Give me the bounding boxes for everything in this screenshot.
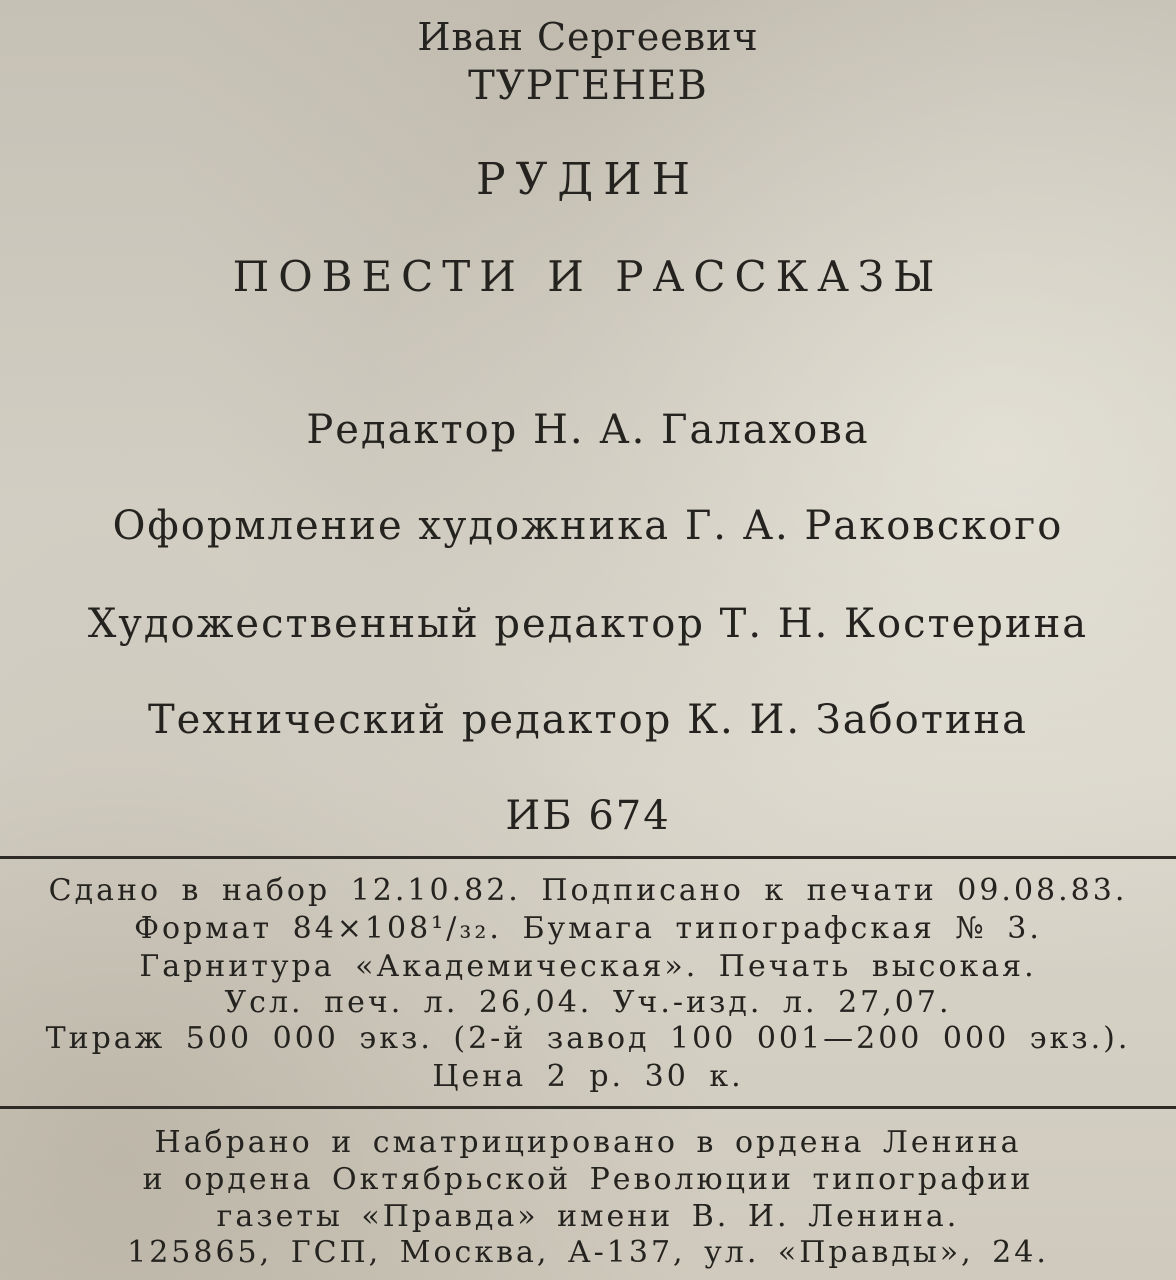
printer-line-2: и ордена Октябрьской Революции типографии — [142, 1162, 1034, 1197]
ib-number: ИБ 674 — [505, 793, 671, 839]
author-surname: ТУРГЕНЕВ — [468, 63, 708, 109]
divider-bottom — [0, 1106, 1176, 1109]
printer-line-3: газеты «Правда» имени В. И. Ленина. — [216, 1199, 960, 1234]
editor-credit: Редактор Н. А. Галахова — [306, 407, 870, 453]
author-name: Иван Сергеевич — [417, 15, 759, 59]
printer-address: 125865, ГСП, Москва, А-137, ул. «Правды», 24. — [127, 1235, 1049, 1270]
divider-top — [0, 856, 1176, 859]
imprint-dates: Сдано в набор 12.10.82. Подписано к печати 09.08.83. — [48, 873, 1128, 908]
imprint-print-run: Тираж 500 000 экз. (2-й завод 100 001—200 000 экз.). — [45, 1021, 1131, 1056]
imprint-price: Цена 2 р. 30 к. — [432, 1059, 744, 1094]
imprint-typeface: Гарнитура «Академическая». Печать высокая. — [139, 949, 1037, 984]
imprint-format: Формат 84×108¹/₃₂. Бумага типографская № 3. — [134, 911, 1042, 946]
book-subtitle: ПОВЕСТИ И РАССКАЗЫ — [232, 252, 944, 301]
book-title: РУДИН — [476, 154, 700, 205]
imprint-sheets: Усл. печ. л. 26,04. Уч.-изд. л. 27,07. — [224, 985, 952, 1020]
design-credit: Оформление художника Г. А. Раковского — [112, 503, 1064, 549]
art-editor-credit: Художественный редактор Т. Н. Костерина — [87, 601, 1089, 647]
tech-editor-credit: Технический редактор К. И. Заботина — [148, 697, 1028, 743]
printer-line-1: Набрано и сматрицировано в ордена Ленина — [154, 1125, 1022, 1160]
